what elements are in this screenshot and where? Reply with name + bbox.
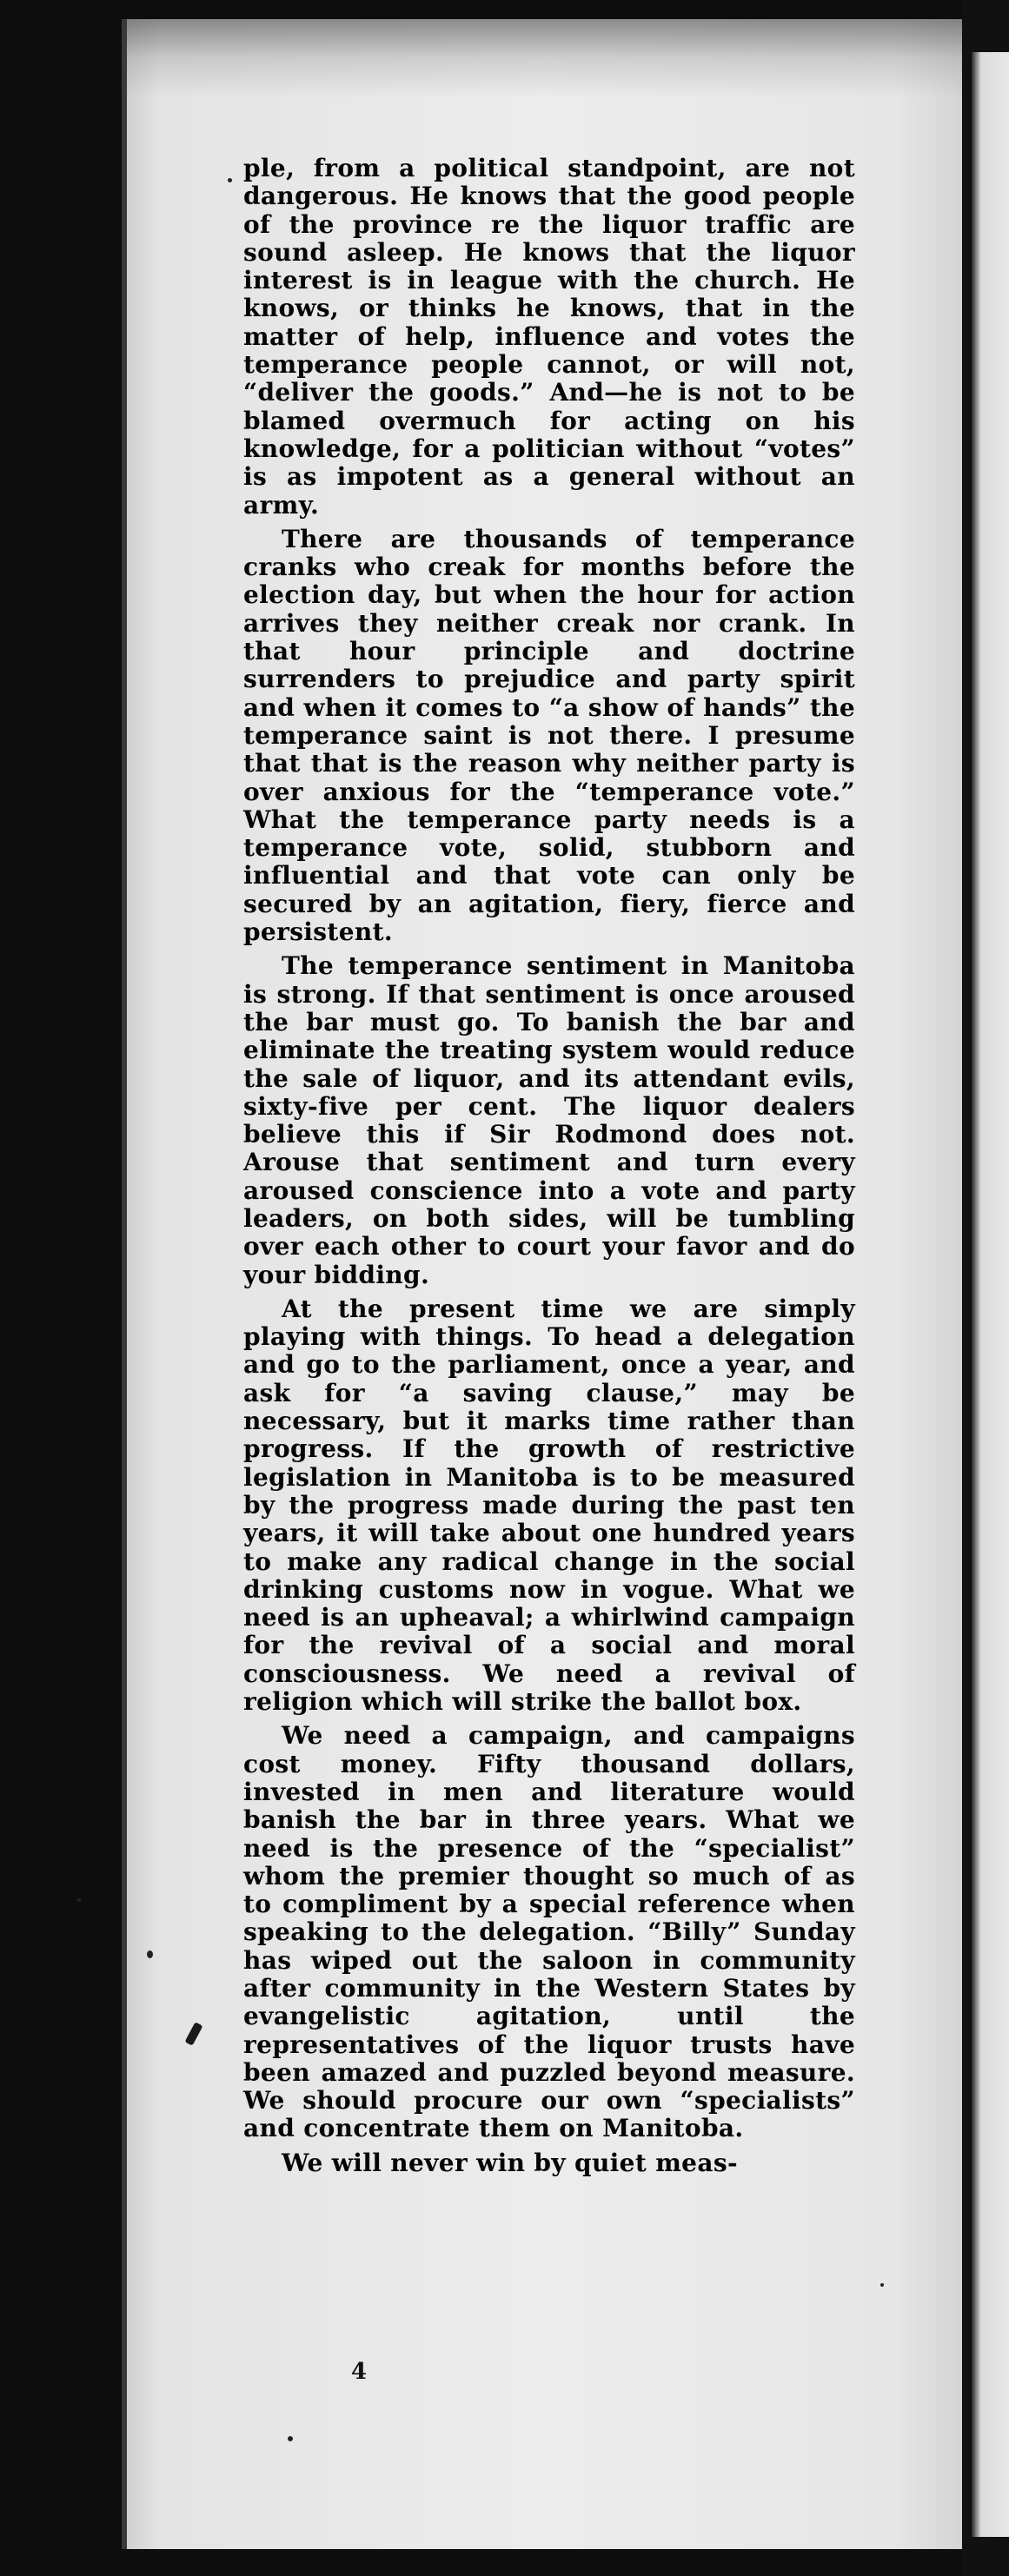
page-top-shadow (126, 19, 962, 97)
paragraph-5: We need a campaign, and campaigns cost money. Fifty thousand dollars, invested in men and literature would banish the bar in three years. What we need is the presence of the “specialist” whom the premier thought so much of as to compliment by a special reference when speaking to the delegation. “Billy” Sunday has wiped out the saloon in community after community in the Western States by evangelistic agitation, until the representatives of the liquor trusts have been amazed and puzzled beyond measure. We should procure our own “specialists” and concentrate them on Manitoba. (243, 1721, 855, 2143)
paragraph-6: We will never win by quiet meas- (282, 2148, 738, 2177)
ink-speck (228, 178, 232, 182)
ink-speck (880, 2283, 884, 2287)
ink-speck (76, 1898, 82, 1902)
adjacent-page-edge (972, 52, 1009, 2537)
ink-speck (147, 1950, 153, 1958)
ink-speck (288, 2436, 293, 2441)
page-number: 4 (351, 2359, 368, 2385)
page-left-edge (122, 19, 127, 2549)
paragraph-4: At the present time we are simply playing with things. To head a delegation and go to the parliament, once a year, and ask for “a saving clause,” may be necessary, but it marks time rather than progress. If the growth of restrictive legislation in Manitoba is to be measured by the progress made during the past ten years, it will take about one hundred years to make any radical change in the social drinking customs now in vogue. What we need is an upheaval; a whirlwind campaign for the revival of a social and moral consciousness. We need a revival of religion which will strike the ballot box. (243, 1294, 855, 1717)
paragraph-2: There are thousands of temperance cranks who creak for months before the election day, but when the hour for action arrives they neither creak nor crank. In that hour principle and doctrine surrenders to prejudice and party spirit and when it comes to “a show of hands” the temperance saint is not there. I presume that that is the reason why neither party is over anxious for the “temperance vote.” What the temperance party needs is a temperance vote, solid, stubborn and influential and that vote can only be secured by an agitation, fiery, fierce and persistent. (243, 524, 855, 947)
article-column (243, 155, 855, 2183)
paragraph-1: ple, from a political standpoint, are not dangerous. He knows that the good people of the province re the liquor traffic are sound asleep. He knows that the liquor interest is in league with the church. He knows, or thinks he knows, that in the matter of help, influence and votes the temperance people cannot, or will not, “deliver the goods.” And—he is not to be blamed overmuch for acting on his knowledge, for a politician without “votes” is as impotent as a general without an army. (243, 154, 855, 520)
paragraph-3: The temperance sentiment in Manitoba is strong. If that sentiment is once aroused the bar must go. To banish the bar and eliminate the treating system would reduce the sale of liquor, and its attendant evils, sixty-five per cent. The liquor dealers believe this if Sir Rodmond does not. Arouse that sentiment and turn every aroused conscience into a vote and party leaders, on both sides, will be tumbling over each other to court your favor and do your bidding. (243, 951, 855, 1289)
